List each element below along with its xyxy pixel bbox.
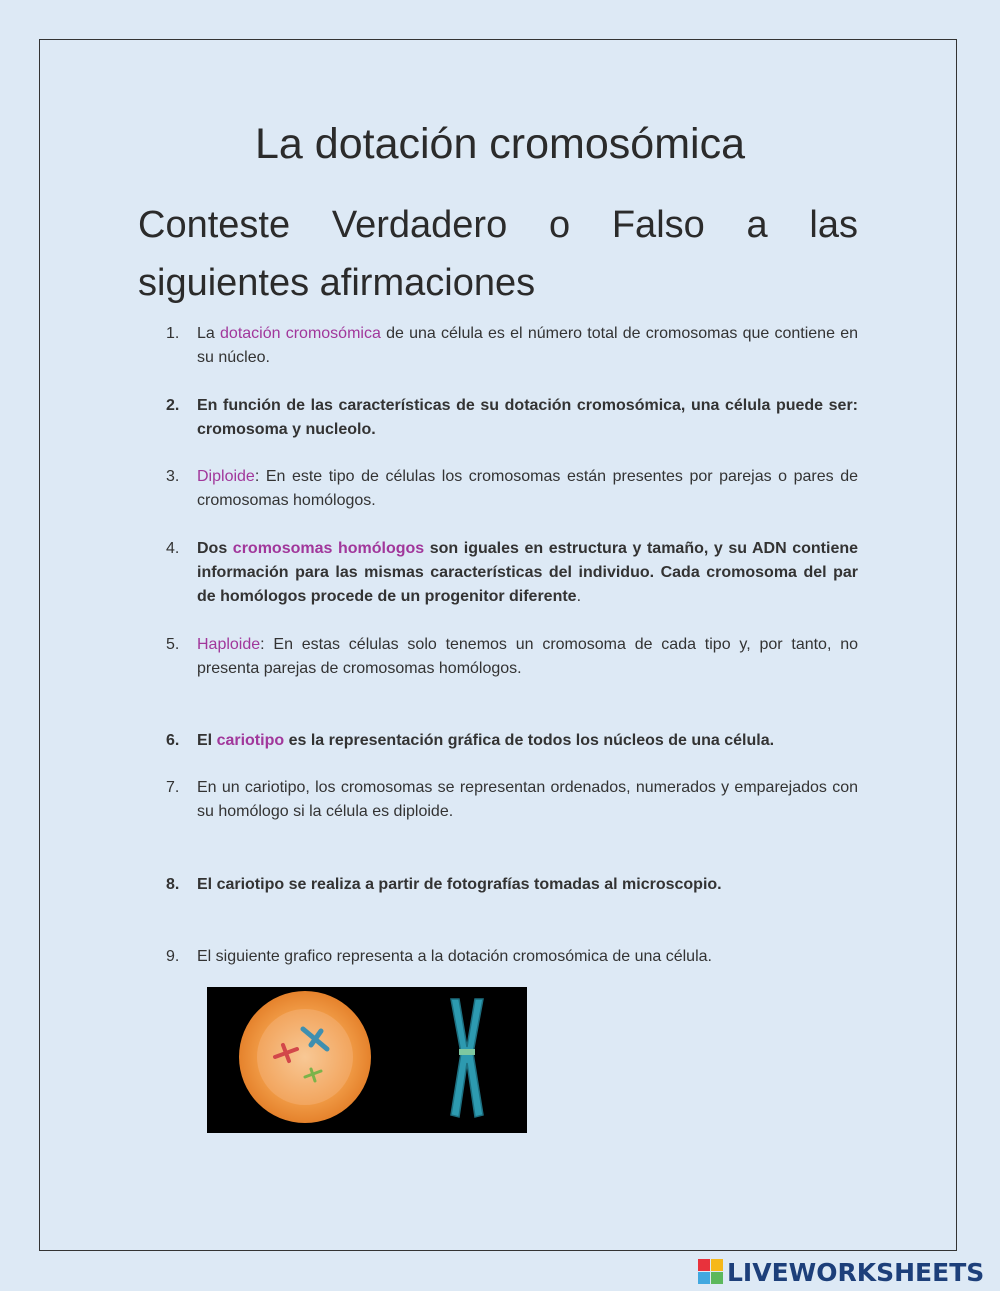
highlight-term: cromosomas homólogos <box>232 540 425 557</box>
statement-8 <box>166 873 858 897</box>
highlight-term: cariotipo <box>216 732 285 749</box>
statement-text: El cariotipo se realiza a partir de fotografías tomadas al microscopio. <box>197 876 722 893</box>
statement-text: La dotación cromosómica de una célula es el número total de cromosomas que contiene en su núcleo. <box>197 325 858 366</box>
logo-text: LIVEWORKSHEETS <box>727 1257 985 1287</box>
statement-number: 4. <box>166 540 180 557</box>
nucleus-icon <box>257 1009 353 1105</box>
statement-text: Haploide: En estas células solo tenemos un cromosoma de cada tipo y, por tanto, no presenta parejas de cromosomas homólogos. <box>197 636 858 677</box>
statement-6 <box>166 729 858 753</box>
statement-number: 9. <box>166 948 180 965</box>
statement-7 <box>166 776 858 824</box>
highlight-term: Diploide <box>197 468 255 485</box>
statement-number: 2. <box>166 397 180 414</box>
logo-icon <box>698 1259 724 1285</box>
statement-number: 8. <box>166 876 180 893</box>
highlight-term: dotación cromosómica <box>220 325 381 342</box>
statement-number: 5. <box>166 636 180 653</box>
statement-1 <box>166 322 858 370</box>
statement-text: En función de las características de su dotación cromosómica, una célula puede ser: cromosoma y nucleolo. <box>197 397 858 438</box>
statement-4 <box>166 537 858 609</box>
statement-number: 3. <box>166 468 180 485</box>
liveworksheets-logo <box>698 1258 984 1286</box>
highlight-term: Haploide <box>197 636 261 653</box>
statement-text: En un cariotipo, los cromosomas se representan ordenados, numerados y emparejados con su homólogo si la célula es diploide. <box>197 779 858 820</box>
statement-number: 7. <box>166 779 180 796</box>
x-chromosome-icon <box>451 999 483 1117</box>
statement-text: El siguiente grafico representa a la dotación cromosómica de una célula. <box>197 948 712 965</box>
statement-text: Dos cromosomas homólogos son iguales en estructura y tamaño, y su ADN contiene información para las mismas características del individuo. Cada cromosoma del par de homólogos procede de un progenitor diferente. <box>197 540 859 605</box>
statement-text: El cariotipo es la representación gráfica de todos los núcleos de una célula. <box>197 732 775 749</box>
statement-3 <box>166 465 858 513</box>
instructions: Conteste Verdadero o Falso a las siguientes afirmaciones <box>138 204 858 304</box>
cell-chromosome-image <box>207 987 527 1133</box>
statement-number: 6. <box>166 732 180 749</box>
statement-number: 1. <box>166 325 180 342</box>
statement-5 <box>166 633 858 681</box>
page-title: La dotación cromosómica <box>255 120 745 168</box>
statement-2 <box>166 394 858 442</box>
statement-text: Diploide: En este tipo de células los cromosomas están presentes por parejas o pares de cromosomas homólogos. <box>197 468 858 509</box>
statement-9 <box>166 945 858 969</box>
cell-illustration <box>207 987 527 1133</box>
